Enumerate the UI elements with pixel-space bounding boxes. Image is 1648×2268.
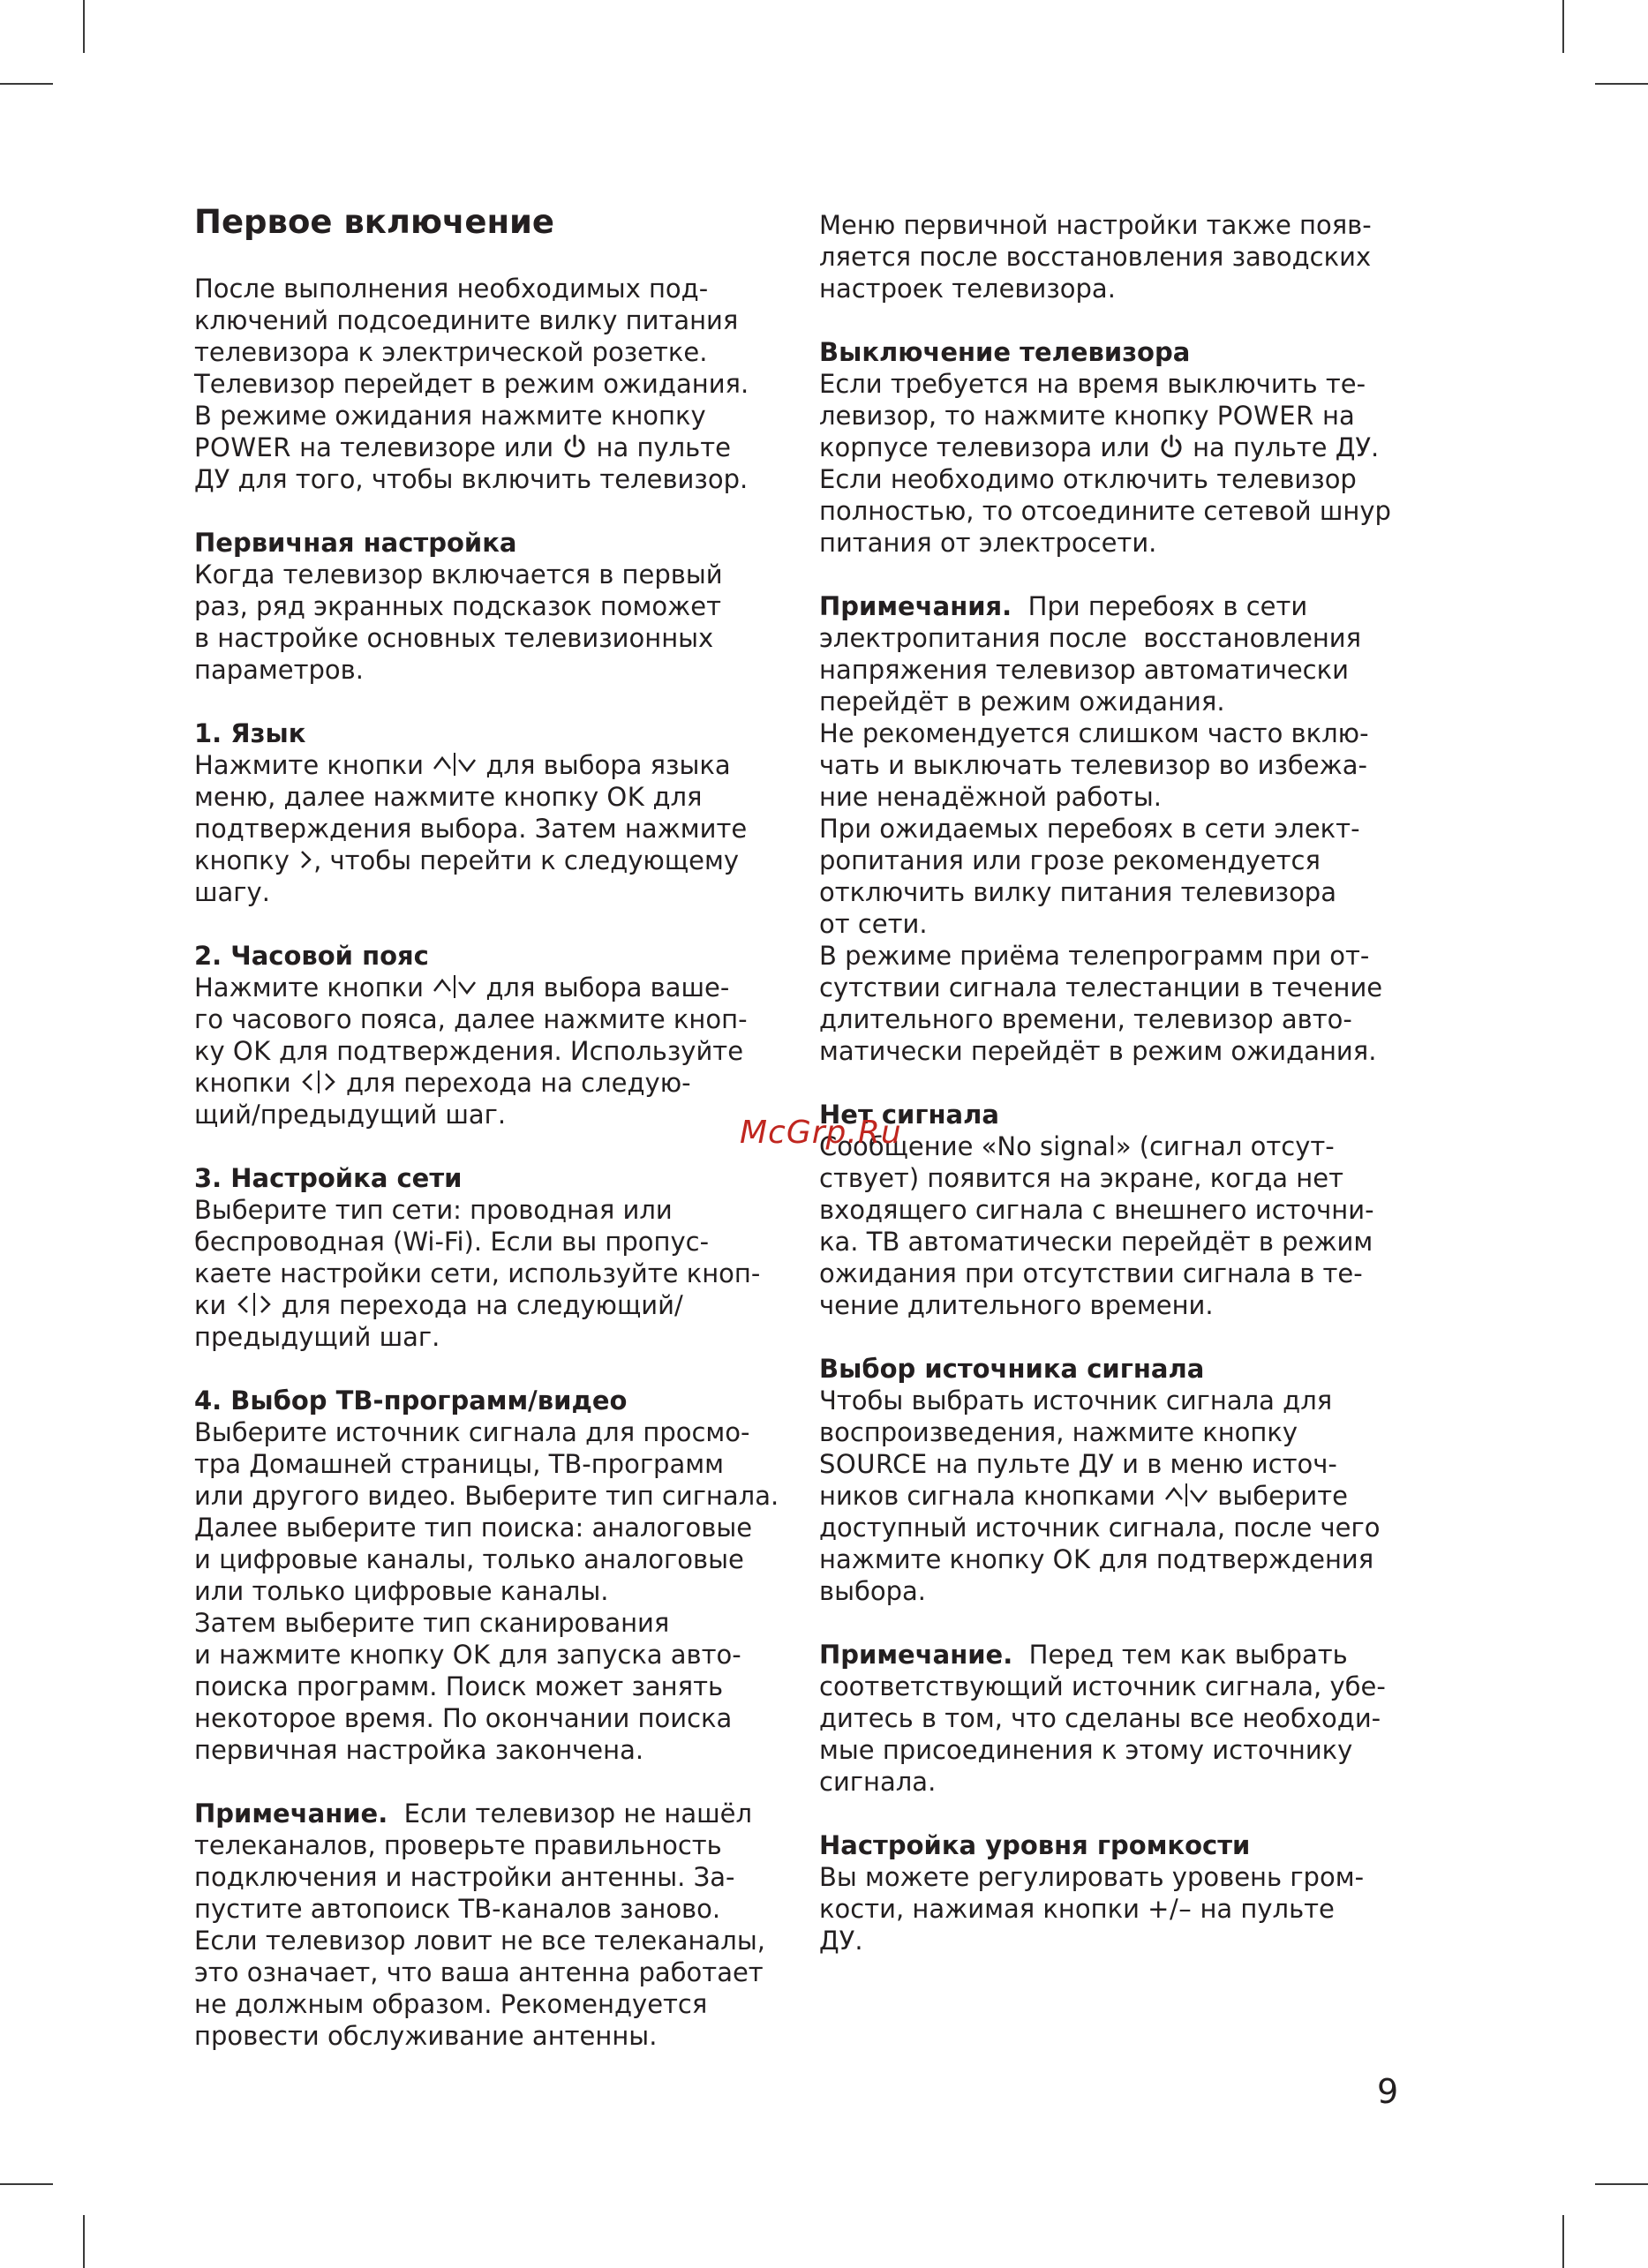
section-first-setup <box>194 527 794 686</box>
text: для перехода на следующий/ <box>273 1290 683 1320</box>
crop-mark <box>1562 2215 1564 2268</box>
text-line: от сети. <box>819 909 928 939</box>
text: для выбора ваше- <box>478 973 730 1003</box>
power-key: POWER <box>1216 401 1314 431</box>
page-title: Первое включение <box>194 203 555 241</box>
text-line <box>194 432 794 463</box>
text-line: щий/предыдущий шаг. <box>194 1100 507 1130</box>
text-line: первичная настройка закончена. <box>194 1735 644 1765</box>
text: кнопку <box>194 845 298 875</box>
text-line: тра Домашней страницы, ТВ-программ <box>194 1449 724 1479</box>
text-line: ляется после восстановления заводских <box>819 242 1372 272</box>
intro-paragraph <box>194 273 794 495</box>
text: на пульте ДУ. <box>1184 432 1380 462</box>
text-line: дитесь в том, что сделаны все необходи- <box>819 1703 1381 1733</box>
text-line: настроек телевизора. <box>819 274 1116 304</box>
text: кнопки <box>194 1068 299 1098</box>
ok-key: OK <box>452 1640 491 1670</box>
section-heading: Настройка уровня громкости <box>819 1830 1251 1860</box>
text-line: выбора. <box>819 1576 927 1606</box>
power-icon <box>561 433 588 460</box>
text-line: напряжения телевизор автоматически <box>819 655 1349 685</box>
text: , чтобы перейти к следующему <box>313 845 740 875</box>
text-line: ствует) появится на экране, когда нет <box>819 1163 1343 1193</box>
text: Нажмите кнопки <box>194 973 433 1003</box>
text-line <box>194 1067 794 1099</box>
text: Нажмите кнопки <box>194 750 433 780</box>
source-key: SOURCE <box>819 1449 928 1479</box>
crop-mark <box>83 0 85 53</box>
text-line <box>819 590 1437 622</box>
text: Перед тем как выбрать <box>1012 1640 1348 1670</box>
text-line <box>194 972 794 1003</box>
text: на пульте <box>1192 1894 1335 1924</box>
notes-block <box>819 590 1437 1067</box>
text: на пульте <box>588 432 731 462</box>
text-line: ДУ. <box>819 1926 863 1956</box>
text-line: Сообщение «No signal» (сигнал отсут- <box>819 1131 1335 1161</box>
text: для <box>644 782 703 812</box>
text-line: перейдёт в режим ожидания. <box>819 687 1225 717</box>
note-label: Примечания. <box>819 591 1012 621</box>
text-line: пустите автопоиск ТВ-каналов заново. <box>194 1894 721 1924</box>
text: нажмите кнопку <box>819 1544 1053 1574</box>
text-line: сутствии сигнала телестанции в течение <box>819 973 1383 1003</box>
text-line: Не рекомендуется слишком часто вклю- <box>819 718 1369 748</box>
text-line: не должным образом. Рекомендуется <box>194 1989 708 2019</box>
text-line: каете настройки сети, используйте кноп- <box>194 1258 761 1288</box>
ok-key: OK <box>606 782 645 812</box>
left-right-arrows-icon <box>299 1069 338 1095</box>
text-line: ожидания при отсутствии сигнала в те- <box>819 1258 1363 1288</box>
text-line <box>819 400 1437 432</box>
text-line: матически перейдёт в режим ожидания. <box>819 1036 1377 1066</box>
up-down-arrows-icon <box>432 751 478 777</box>
text: левизор, то нажмите кнопку <box>819 401 1217 431</box>
text: для подтверждения. Используйте <box>270 1036 744 1066</box>
text: ку <box>194 1036 233 1066</box>
section-volume <box>819 1829 1437 1956</box>
text-line: подключения и настройки антенны. За- <box>194 1862 735 1892</box>
text-line: При ожидаемых перебоях в сети элект- <box>819 814 1360 844</box>
text-line: Если необходимо отключить телевизор <box>819 464 1357 494</box>
text-line: соответствующий источник сигнала, убе- <box>819 1671 1386 1701</box>
text-line: питания от электросети. <box>819 528 1157 558</box>
text-line: провести обслуживание антенны. <box>194 2021 658 2051</box>
section-no-signal <box>819 1099 1437 1321</box>
text-line: некоторое время. По окончании поиска <box>194 1703 733 1733</box>
text: При перебоях в сети <box>1012 591 1308 621</box>
crop-mark <box>83 2215 85 2268</box>
text-line: го часового пояса, далее нажмите кноп- <box>194 1004 748 1034</box>
text: для запуска авто- <box>490 1640 741 1670</box>
text-line: Меню первичной настройки также появ- <box>819 210 1372 240</box>
note-label: Примечание. <box>819 1640 1013 1670</box>
text-line: мые присоединения к этому источнику <box>819 1735 1353 1765</box>
watermark: McGrp.Ru <box>740 1115 902 1151</box>
text-line: подтверждения выбора. Затем нажмите <box>194 814 748 844</box>
ok-key: OK <box>232 1036 271 1066</box>
text-line <box>819 1639 1437 1671</box>
text-line <box>819 1893 1437 1925</box>
section-signal-source <box>819 1353 1437 1607</box>
section-heading: Первичная настройка <box>194 528 517 558</box>
text-line: это означает, что ваша антенна работает <box>194 1957 764 1987</box>
text-line: Далее выберите тип поиска: аналоговые <box>194 1513 753 1543</box>
section-heading: Выбор источника сигнала <box>819 1354 1205 1384</box>
text: ки <box>194 1290 235 1320</box>
text: на <box>1313 401 1355 431</box>
text: на телевизоре или <box>290 432 562 462</box>
text-line: Если требуется на время выключить те- <box>819 369 1366 399</box>
text-line: сигнала. <box>819 1767 937 1797</box>
text: корпусе телевизора или <box>819 432 1158 462</box>
note-source-block <box>819 1639 1437 1798</box>
power-key: POWER <box>194 432 291 462</box>
text-line: раз, ряд экранных подсказок поможет <box>194 591 722 621</box>
up-down-arrows-icon <box>1163 1482 1209 1508</box>
text-line: электропитания после восстановления <box>819 623 1362 653</box>
section-language <box>194 717 794 908</box>
text-line: В режиме ожидания нажмите кнопку <box>194 401 706 431</box>
text-line: беспроводная (Wi-Fi). Если вы пропус- <box>194 1227 710 1257</box>
right-arrow-icon <box>297 846 313 873</box>
section-heading: 2. Часовой пояс <box>194 941 429 971</box>
text-line: телевизора к электрической розетке. <box>194 337 708 367</box>
text: на пульте ДУ и в меню источ- <box>927 1449 1337 1479</box>
text: для выбора языка <box>478 750 731 780</box>
text-line <box>194 749 794 781</box>
text: меню, далее нажмите кнопку <box>194 782 607 812</box>
section-heading: 1. Язык <box>194 718 306 748</box>
text: и нажмите кнопку <box>194 1640 453 1670</box>
text: Если телевизор не нашёл <box>388 1799 753 1829</box>
text-line: или только цифровые каналы. <box>194 1576 609 1606</box>
up-down-arrows-icon <box>432 973 478 1000</box>
text-line: Затем выберите тип сканирования <box>194 1608 670 1638</box>
text-line: телеканалов, проверьте правильность <box>194 1830 722 1860</box>
note-label: Примечание. <box>194 1799 388 1829</box>
text-line: полностью, то отсоедините сетевой шнур <box>819 496 1391 526</box>
text-line: отключить вилку питания телевизора <box>819 877 1336 907</box>
page-number: 9 <box>1377 2072 1399 2111</box>
section-heading: Нет сигнала <box>819 1100 999 1130</box>
text-line <box>194 1798 794 1829</box>
text-line: Если телевизор ловит не все телеканалы, <box>194 1926 765 1956</box>
text-line <box>819 432 1437 463</box>
text: ников сигнала кнопками <box>819 1481 1164 1511</box>
text-line: поиска программ. Поиск может занять <box>194 1671 724 1701</box>
section-heading: 3. Настройка сети <box>194 1163 463 1193</box>
text-line: воспроизведения, нажмите кнопку <box>819 1417 1298 1447</box>
crop-mark <box>0 83 53 85</box>
text-line <box>819 1543 1437 1575</box>
text-line <box>194 1639 794 1671</box>
text-line: и цифровые каналы, только аналоговые <box>194 1544 744 1574</box>
ok-key: OK <box>1052 1544 1091 1574</box>
left-right-arrows-icon <box>235 1291 274 1318</box>
text-line: ключений подсоедините вилку питания <box>194 305 739 335</box>
text-line: Вы можете регулировать уровень гром- <box>819 1862 1365 1892</box>
text-line <box>194 1289 794 1321</box>
text-line: Чтобы выбрать источник сигнала для <box>819 1386 1333 1416</box>
crop-mark <box>1562 0 1564 53</box>
crop-mark <box>1595 2183 1648 2185</box>
text-line: ДУ для того, чтобы включить телевизор. <box>194 464 749 494</box>
reset-paragraph <box>819 209 1437 304</box>
section-source-select <box>194 1385 794 1766</box>
text-line: После выполнения необходимых под- <box>194 274 709 304</box>
text-line: Выберите тип сети: проводная или <box>194 1195 673 1225</box>
text-line: параметров. <box>194 655 364 685</box>
section-heading: 4. Выбор ТВ-программ/видео <box>194 1386 628 1416</box>
section-timezone <box>194 940 794 1130</box>
section-power-off <box>819 336 1437 559</box>
power-icon <box>1158 433 1185 460</box>
text-line: В режиме приёма телепрограмм при от- <box>819 941 1370 971</box>
text-line <box>194 845 794 876</box>
text-line: чать и выключать телевизор во избежа- <box>819 750 1367 780</box>
text-line: ние ненадёжной работы. <box>819 782 1163 812</box>
text: кости, нажимая кнопки <box>819 1894 1148 1924</box>
volume-keys: +/– <box>1148 1894 1193 1924</box>
text-line: Телевизор перейдет в режим ожидания. <box>194 369 749 399</box>
text-line: доступный источник сигнала, после чего <box>819 1513 1381 1543</box>
text-line: Выберите источник сигнала для просмо- <box>194 1417 750 1447</box>
text-line <box>194 781 794 813</box>
text-line: предыдущий шаг. <box>194 1322 440 1352</box>
text-line <box>819 1448 1437 1480</box>
text-line <box>819 1480 1437 1512</box>
note-block <box>194 1798 794 2052</box>
section-heading: Выключение телевизора <box>819 337 1191 367</box>
text-line: Когда телевизор включается в первый <box>194 559 723 590</box>
text-line: в настройке основных телевизионных <box>194 623 714 653</box>
text: для перехода на следую- <box>337 1068 691 1098</box>
text: выберите <box>1209 1481 1349 1511</box>
text-line: или другого видео. Выберите тип сигнала. <box>194 1481 779 1511</box>
crop-mark <box>1595 83 1648 85</box>
text-line: шагу. <box>194 877 270 907</box>
text-line: длительного времени, телевизор авто- <box>819 1004 1352 1034</box>
crop-mark <box>0 2183 53 2185</box>
text-line <box>194 1035 794 1067</box>
text-line: чение длительного времени. <box>819 1290 1214 1320</box>
section-network <box>194 1162 794 1353</box>
text: для подтверждения <box>1090 1544 1374 1574</box>
text-line: ка. ТВ автоматически перейдёт в режим <box>819 1227 1373 1257</box>
text-line: входящего сигнала с внешнего источни- <box>819 1195 1374 1225</box>
text-line: ропитания или грозе рекомендуется <box>819 845 1321 875</box>
